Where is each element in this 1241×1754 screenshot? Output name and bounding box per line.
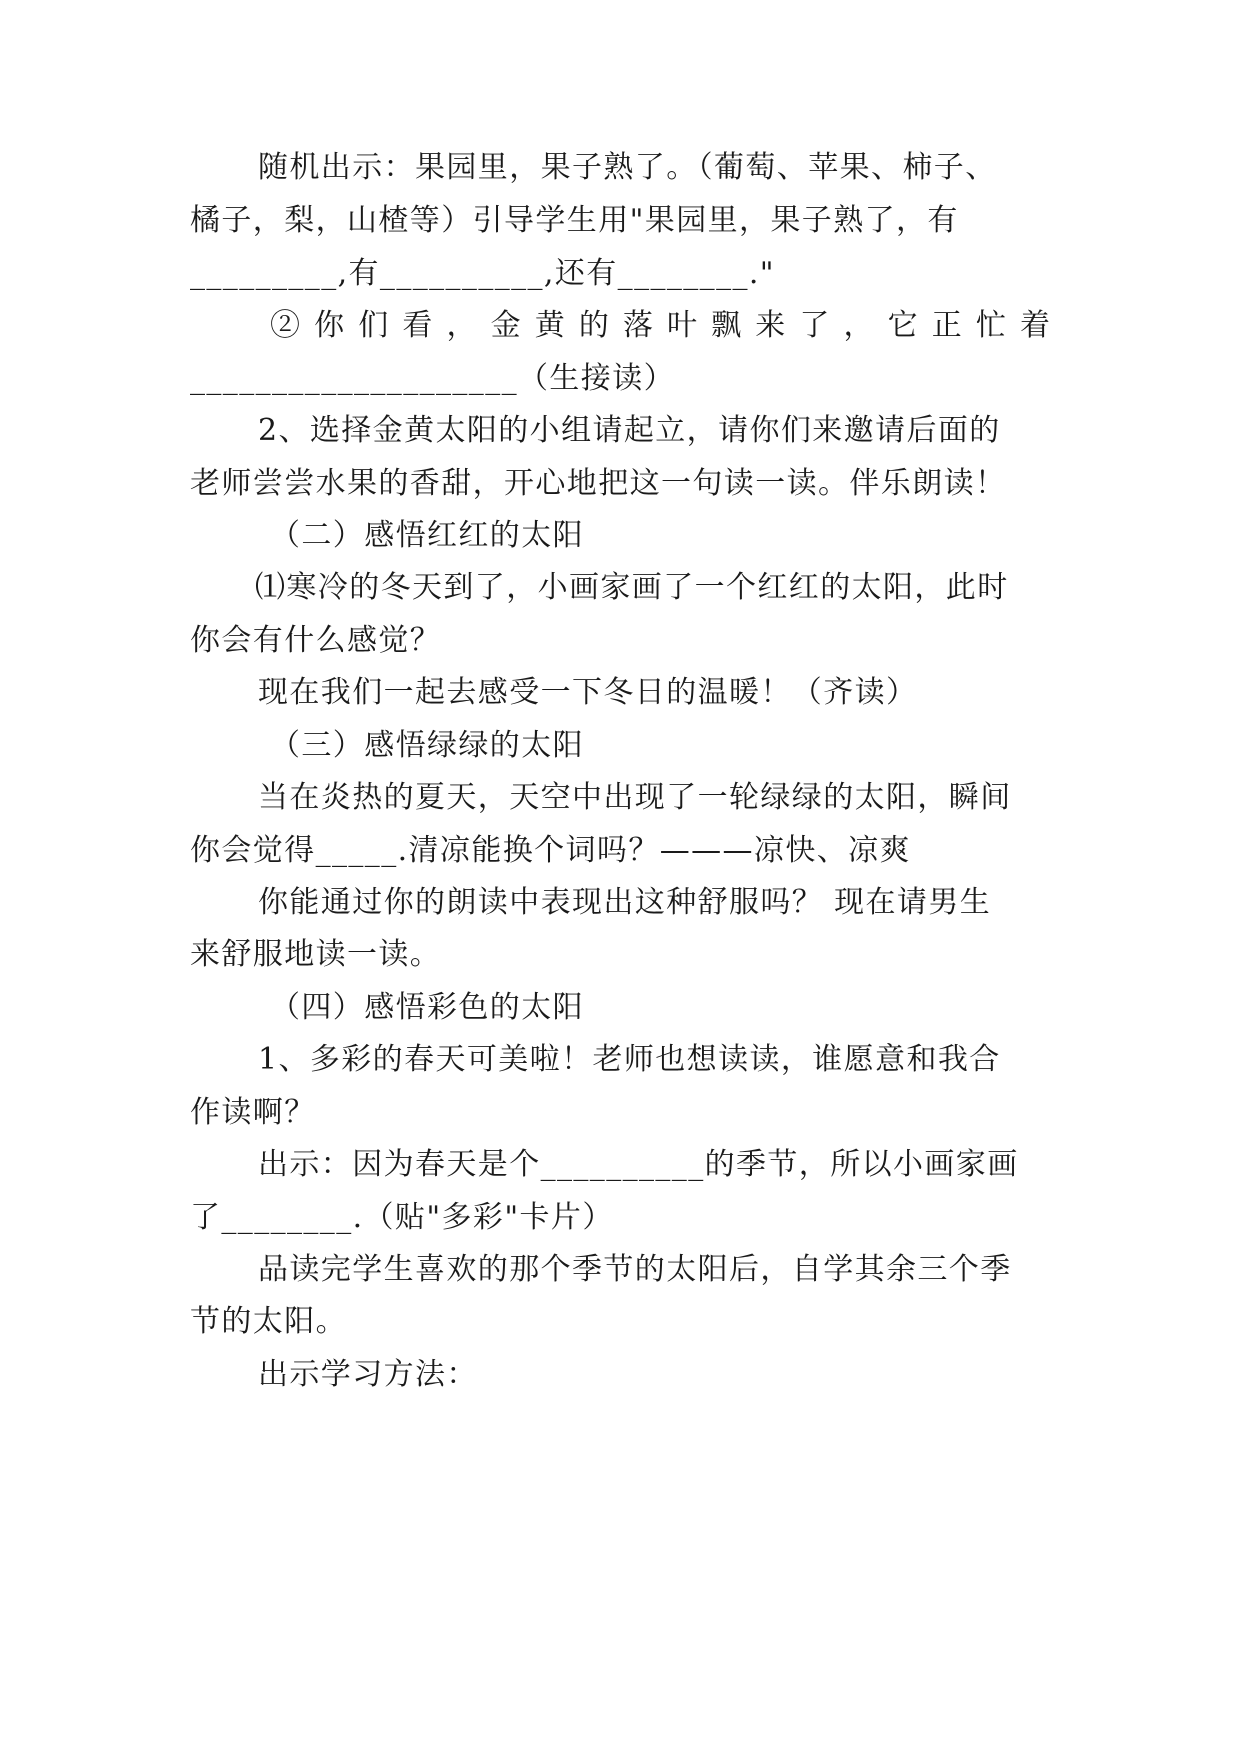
text-line: 品读完学生喜欢的那个季节的太阳后，自学其余三个季 [258, 1252, 1012, 1287]
text-line: 老师尝尝水果的香甜，开心地把这一句读一读。伴乐朗读！ [190, 466, 1007, 501]
text-line: ____________________（生接读） [190, 361, 675, 396]
section-heading: （四）感悟彩色的太阳 [270, 990, 584, 1025]
text-line: 1、多彩的春天可美啦！老师也想读读，谁愿意和我合 [258, 1042, 1001, 1077]
text-line: ⑴寒冷的冬天到了，小画家画了一个红红的太阳，此时 [255, 570, 1009, 605]
text-line: 你会觉得_____.清凉能换个词吗？———凉快、凉爽 [190, 833, 911, 868]
text-line: 你能通过你的朗读中表现出这种舒服吗？ 现在请男生 [258, 885, 992, 920]
section-heading: （二）感悟红红的太阳 [270, 518, 584, 553]
text-line: 了________.（贴"多彩"卡片） [190, 1200, 614, 1235]
text-line: 现在我们一起去感受一下冬日的温暖！（齐读） [258, 675, 918, 710]
text-line: ②你们看，金黄的落叶飘来了，它正忙着 [270, 308, 1050, 343]
text-line: 作读啊？ [190, 1095, 316, 1130]
text-line: 出示：因为春天是个__________的季节，所以小画家画 [258, 1147, 1019, 1182]
text-line: 2、选择金黄太阳的小组请起立，请你们来邀请后面的 [258, 413, 1001, 448]
text-line: 当在炎热的夏天，天空中出现了一轮绿绿的太阳，瞬间 [258, 780, 1012, 815]
text-line: 来舒服地读一读。 [190, 937, 442, 972]
text-line: 随机出示：果园里，果子熟了。（葡萄、苹果、柿子、 [258, 150, 997, 185]
text-line: _________,有__________,还有________." [190, 256, 776, 291]
text-line: 节的太阳。 [190, 1304, 347, 1339]
text-line: 出示学习方法： [258, 1357, 478, 1392]
section-heading: （三）感悟绿绿的太阳 [270, 728, 584, 763]
text-line: 你会有什么感觉？ [190, 623, 442, 658]
text-line: 橘子，梨，山楂等）引导学生用"果园里，果子熟了，有 [190, 203, 959, 238]
